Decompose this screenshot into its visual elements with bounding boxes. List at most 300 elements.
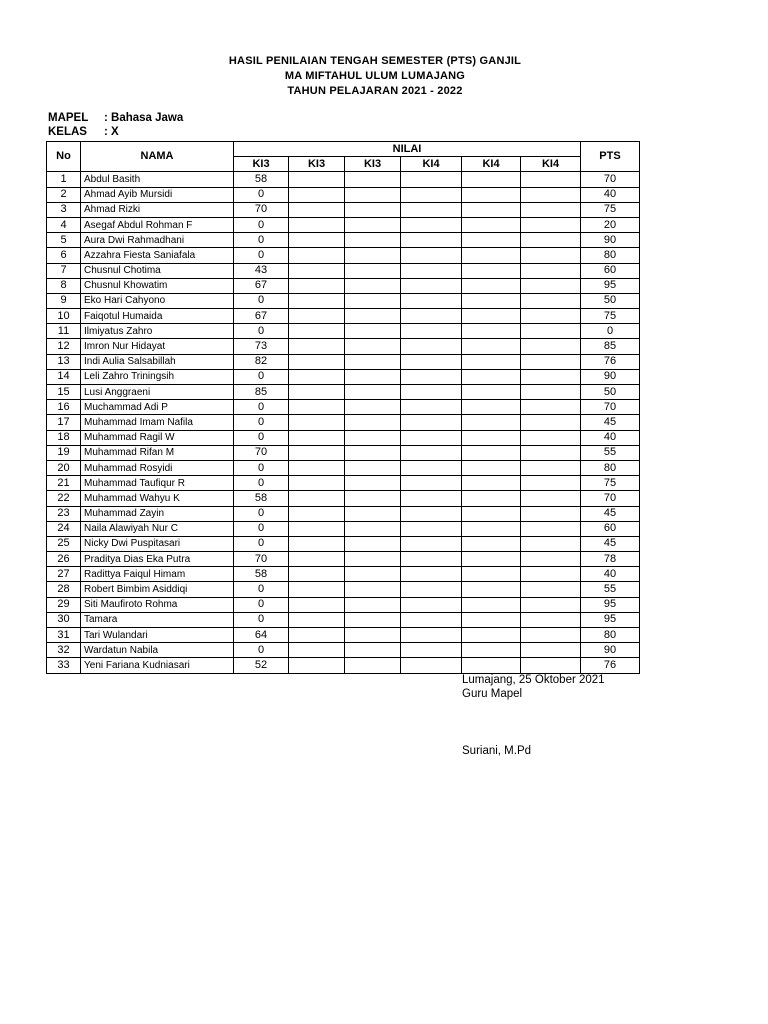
row-ki4-3	[521, 385, 581, 400]
row-ki3-3	[345, 567, 401, 582]
row-pts: 76	[581, 658, 640, 673]
row-ki3-1: 0	[234, 369, 289, 384]
row-pts: 40	[581, 567, 640, 582]
row-ki4-1	[401, 263, 462, 278]
row-ki3-3	[345, 536, 401, 551]
row-ki4-3	[521, 506, 581, 521]
row-pts: 70	[581, 400, 640, 415]
row-ki3-2	[289, 385, 345, 400]
row-ki3-3	[345, 491, 401, 506]
subheader-ki3-2: KI3	[289, 157, 345, 172]
row-ki4-3	[521, 476, 581, 491]
row-ki3-3	[345, 643, 401, 658]
row-ki3-2	[289, 293, 345, 308]
row-nama: Faiqotul Humaida	[81, 309, 234, 324]
row-ki3-1: 0	[234, 415, 289, 430]
row-ki3-2	[289, 521, 345, 536]
row-nama: Siti Maufiroto Rohma	[81, 597, 234, 612]
grades-table	[46, 141, 640, 674]
row-ki3-3	[345, 445, 401, 460]
row-ki3-1: 52	[234, 658, 289, 673]
row-ki3-2	[289, 445, 345, 460]
row-pts: 95	[581, 278, 640, 293]
title-line-3: TAHUN PELAJARAN 2021 - 2022	[287, 85, 463, 97]
row-pts: 45	[581, 506, 640, 521]
row-nama: Lusi Anggraeni	[81, 385, 234, 400]
table-row	[47, 217, 640, 232]
row-ki4-1	[401, 628, 462, 643]
row-no: 14	[47, 369, 81, 384]
table-row	[47, 400, 640, 415]
row-pts: 45	[581, 536, 640, 551]
row-ki4-1	[401, 248, 462, 263]
row-ki4-2	[462, 415, 521, 430]
row-nama: Indi Aulia Salsabillah	[81, 354, 234, 369]
row-ki4-2	[462, 172, 521, 187]
row-ki4-2	[462, 628, 521, 643]
mapel-value: : Bahasa Jawa	[104, 112, 184, 124]
row-no: 31	[47, 628, 81, 643]
row-ki4-3	[521, 233, 581, 248]
row-no: 3	[47, 202, 81, 217]
row-pts: 20	[581, 217, 640, 232]
row-ki3-1: 58	[234, 172, 289, 187]
row-ki4-1	[401, 278, 462, 293]
table-row	[47, 552, 640, 567]
row-ki4-1	[401, 430, 462, 445]
row-pts: 60	[581, 263, 640, 278]
row-ki4-3	[521, 309, 581, 324]
table-row	[47, 324, 640, 339]
row-pts: 0	[581, 324, 640, 339]
table-row	[47, 278, 640, 293]
row-ki3-3	[345, 339, 401, 354]
row-ki4-3	[521, 278, 581, 293]
row-ki3-1: 0	[234, 597, 289, 612]
row-no: 23	[47, 506, 81, 521]
row-ki4-1	[401, 217, 462, 232]
row-ki4-3	[521, 248, 581, 263]
row-nama: Radittya Faiqul Himam	[81, 567, 234, 582]
row-ki3-3	[345, 552, 401, 567]
row-ki3-3	[345, 521, 401, 536]
row-ki3-2	[289, 491, 345, 506]
row-ki4-1	[401, 187, 462, 202]
mapel-label: MAPEL	[48, 112, 89, 124]
row-ki4-2	[462, 445, 521, 460]
row-ki3-1: 0	[234, 521, 289, 536]
table-row	[47, 354, 640, 369]
subheader-ki3-3: KI3	[345, 157, 401, 172]
row-ki3-1: 85	[234, 385, 289, 400]
row-ki3-1: 0	[234, 217, 289, 232]
row-ki4-1	[401, 476, 462, 491]
row-ki4-3	[521, 597, 581, 612]
table-row	[47, 293, 640, 308]
row-ki4-2	[462, 324, 521, 339]
row-ki4-1	[401, 202, 462, 217]
row-no: 4	[47, 217, 81, 232]
row-ki3-2	[289, 415, 345, 430]
row-ki3-3	[345, 324, 401, 339]
row-nama: Aura Dwi Rahmadhani	[81, 233, 234, 248]
row-ki4-2	[462, 430, 521, 445]
row-ki3-1: 0	[234, 612, 289, 627]
row-ki4-3	[521, 400, 581, 415]
header-no: No	[47, 142, 81, 172]
row-no: 2	[47, 187, 81, 202]
row-ki3-1: 0	[234, 536, 289, 551]
table-row	[47, 460, 640, 475]
row-nama: Muhammad Wahyu K	[81, 491, 234, 506]
table-row	[47, 369, 640, 384]
row-ki3-1: 0	[234, 293, 289, 308]
row-no: 33	[47, 658, 81, 673]
row-ki4-2	[462, 658, 521, 673]
table-row	[47, 172, 640, 187]
row-ki3-2	[289, 369, 345, 384]
row-ki4-2	[462, 369, 521, 384]
row-nama: Azzahra Fiesta Saniafala	[81, 248, 234, 263]
row-nama: Ahmad Ayib Mursidi	[81, 187, 234, 202]
subheader-ki4-2: KI4	[462, 157, 521, 172]
row-nama: Muhammad Zayin	[81, 506, 234, 521]
header-pts: PTS	[581, 142, 640, 172]
title-line-2: MA MIFTAHUL ULUM LUMAJANG	[284, 70, 466, 82]
row-no: 1	[47, 172, 81, 187]
footer-role: Guru Mapel	[462, 688, 523, 700]
row-ki3-2	[289, 202, 345, 217]
row-ki3-2	[289, 263, 345, 278]
row-ki3-1: 0	[234, 400, 289, 415]
row-pts: 80	[581, 628, 640, 643]
row-ki4-2	[462, 278, 521, 293]
row-ki4-3	[521, 658, 581, 673]
row-pts: 75	[581, 202, 640, 217]
row-ki3-1: 0	[234, 643, 289, 658]
row-ki4-2	[462, 400, 521, 415]
row-pts: 70	[581, 172, 640, 187]
row-ki3-1: 0	[234, 476, 289, 491]
row-ki3-1: 58	[234, 491, 289, 506]
row-ki3-2	[289, 217, 345, 232]
row-nama: Chusnul Khowatim	[81, 278, 234, 293]
subheader-ki4-1: KI4	[401, 157, 462, 172]
row-ki4-3	[521, 324, 581, 339]
row-ki3-2	[289, 430, 345, 445]
row-nama: Muhammad Ragil W	[81, 430, 234, 445]
row-no: 12	[47, 339, 81, 354]
row-no: 26	[47, 552, 81, 567]
row-no: 11	[47, 324, 81, 339]
row-ki3-2	[289, 476, 345, 491]
kelas-label: KELAS	[48, 126, 87, 138]
row-ki3-1: 73	[234, 339, 289, 354]
row-ki4-3	[521, 172, 581, 187]
row-no: 18	[47, 430, 81, 445]
row-ki4-1	[401, 521, 462, 536]
table-row	[47, 430, 640, 445]
row-ki4-3	[521, 293, 581, 308]
row-ki3-1: 0	[234, 506, 289, 521]
row-ki4-2	[462, 263, 521, 278]
row-ki4-3	[521, 354, 581, 369]
row-no: 13	[47, 354, 81, 369]
row-nama: Wardatun Nabila	[81, 643, 234, 658]
table-row	[47, 415, 640, 430]
row-ki4-3	[521, 415, 581, 430]
row-ki3-3	[345, 278, 401, 293]
row-nama: Muchammad Adi P	[81, 400, 234, 415]
row-ki4-2	[462, 597, 521, 612]
table-row	[47, 491, 640, 506]
row-ki3-1: 64	[234, 628, 289, 643]
row-nama: Tari Wulandari	[81, 628, 234, 643]
row-nama: Yeni Fariana Kudniasari	[81, 658, 234, 673]
row-ki3-2	[289, 400, 345, 415]
row-ki4-2	[462, 491, 521, 506]
row-nama: Muhammad Rosyidi	[81, 460, 234, 475]
row-no: 7	[47, 263, 81, 278]
row-no: 30	[47, 612, 81, 627]
row-ki4-1	[401, 597, 462, 612]
row-ki4-3	[521, 643, 581, 658]
footer-signer: Suriani, M.Pd	[462, 745, 532, 757]
row-ki3-2	[289, 233, 345, 248]
row-ki4-3	[521, 552, 581, 567]
row-pts: 70	[581, 491, 640, 506]
row-ki3-2	[289, 187, 345, 202]
row-pts: 55	[581, 582, 640, 597]
row-ki3-1: 0	[234, 233, 289, 248]
row-ki4-3	[521, 202, 581, 217]
row-ki4-1	[401, 385, 462, 400]
row-pts: 50	[581, 293, 640, 308]
table-row	[47, 536, 640, 551]
row-ki4-3	[521, 521, 581, 536]
row-pts: 55	[581, 445, 640, 460]
row-no: 24	[47, 521, 81, 536]
row-ki4-3	[521, 460, 581, 475]
row-ki3-1: 70	[234, 445, 289, 460]
subheader-ki4-3: KI4	[521, 157, 581, 172]
row-nama: Imron Nur Hidayat	[81, 339, 234, 354]
row-ki3-1: 82	[234, 354, 289, 369]
row-ki3-2	[289, 506, 345, 521]
row-no: 6	[47, 248, 81, 263]
row-ki4-2	[462, 187, 521, 202]
row-ki4-2	[462, 476, 521, 491]
row-ki3-1: 58	[234, 567, 289, 582]
row-ki3-2	[289, 643, 345, 658]
table-row	[47, 567, 640, 582]
row-ki3-1: 0	[234, 187, 289, 202]
row-ki3-3	[345, 415, 401, 430]
row-ki4-3	[521, 187, 581, 202]
table-row	[47, 521, 640, 536]
row-ki4-2	[462, 612, 521, 627]
row-ki4-3	[521, 491, 581, 506]
row-ki3-3	[345, 248, 401, 263]
row-ki4-2	[462, 309, 521, 324]
row-ki4-2	[462, 506, 521, 521]
row-ki4-1	[401, 369, 462, 384]
row-ki4-1	[401, 445, 462, 460]
row-no: 10	[47, 309, 81, 324]
row-pts: 75	[581, 309, 640, 324]
row-nama: Eko Hari Cahyono	[81, 293, 234, 308]
row-ki4-1	[401, 567, 462, 582]
row-ki4-2	[462, 248, 521, 263]
report-title	[0, 54, 750, 99]
row-ki3-3	[345, 309, 401, 324]
row-no: 20	[47, 460, 81, 475]
row-ki4-3	[521, 567, 581, 582]
row-pts: 90	[581, 369, 640, 384]
row-ki3-3	[345, 460, 401, 475]
row-ki4-1	[401, 172, 462, 187]
row-ki4-3	[521, 263, 581, 278]
row-ki3-3	[345, 628, 401, 643]
row-pts: 90	[581, 643, 640, 658]
row-ki3-3	[345, 612, 401, 627]
row-ki3-1: 0	[234, 460, 289, 475]
row-no: 5	[47, 233, 81, 248]
row-ki4-3	[521, 612, 581, 627]
table-row	[47, 187, 640, 202]
row-nama: Muhammad Taufiqur R	[81, 476, 234, 491]
row-nama: Muhammad Rifan M	[81, 445, 234, 460]
row-ki4-1	[401, 354, 462, 369]
row-pts: 40	[581, 187, 640, 202]
row-ki3-2	[289, 172, 345, 187]
row-ki3-1: 0	[234, 324, 289, 339]
row-ki3-3	[345, 430, 401, 445]
row-ki3-3	[345, 187, 401, 202]
row-ki4-3	[521, 369, 581, 384]
grade-rows	[47, 172, 640, 673]
row-ki4-1	[401, 460, 462, 475]
table-row	[47, 628, 640, 643]
row-no: 27	[47, 567, 81, 582]
row-ki3-3	[345, 582, 401, 597]
table-row	[47, 476, 640, 491]
row-ki3-2	[289, 309, 345, 324]
row-ki4-2	[462, 293, 521, 308]
row-ki4-3	[521, 582, 581, 597]
row-ki4-2	[462, 552, 521, 567]
row-ki4-1	[401, 324, 462, 339]
row-ki3-2	[289, 628, 345, 643]
row-pts: 76	[581, 354, 640, 369]
mapel-row	[48, 112, 183, 124]
row-ki3-2	[289, 339, 345, 354]
row-no: 29	[47, 597, 81, 612]
row-ki3-3	[345, 597, 401, 612]
row-ki4-1	[401, 536, 462, 551]
row-no: 8	[47, 278, 81, 293]
row-ki4-1	[401, 309, 462, 324]
kelas-value: : X	[104, 126, 119, 138]
row-ki4-1	[401, 643, 462, 658]
row-ki3-2	[289, 536, 345, 551]
row-ki4-3	[521, 445, 581, 460]
row-ki3-2	[289, 278, 345, 293]
row-pts: 45	[581, 415, 640, 430]
row-ki4-2	[462, 582, 521, 597]
row-pts: 95	[581, 612, 640, 627]
row-ki4-2	[462, 385, 521, 400]
table-row	[47, 582, 640, 597]
row-no: 15	[47, 385, 81, 400]
row-ki3-2	[289, 582, 345, 597]
row-no: 22	[47, 491, 81, 506]
table-row	[47, 445, 640, 460]
row-ki3-3	[345, 385, 401, 400]
row-pts: 80	[581, 248, 640, 263]
row-pts: 40	[581, 430, 640, 445]
row-ki4-2	[462, 202, 521, 217]
row-no: 25	[47, 536, 81, 551]
row-ki4-1	[401, 582, 462, 597]
row-nama: Robert Bimbim Asiddiqi	[81, 582, 234, 597]
row-ki4-3	[521, 339, 581, 354]
row-ki3-3	[345, 400, 401, 415]
row-ki4-2	[462, 521, 521, 536]
row-ki4-2	[462, 217, 521, 232]
row-ki3-2	[289, 248, 345, 263]
row-ki3-2	[289, 460, 345, 475]
subheader-ki3-1: KI3	[234, 157, 289, 172]
row-ki3-3	[345, 658, 401, 673]
row-no: 32	[47, 643, 81, 658]
row-pts: 85	[581, 339, 640, 354]
row-ki3-1: 0	[234, 582, 289, 597]
row-no: 28	[47, 582, 81, 597]
row-ki3-2	[289, 354, 345, 369]
row-pts: 95	[581, 597, 640, 612]
row-no: 19	[47, 445, 81, 460]
row-ki4-1	[401, 400, 462, 415]
row-no: 17	[47, 415, 81, 430]
row-no: 9	[47, 293, 81, 308]
row-ki3-2	[289, 597, 345, 612]
row-ki3-3	[345, 263, 401, 278]
row-ki3-1: 70	[234, 552, 289, 567]
row-ki3-2	[289, 658, 345, 673]
row-ki3-3	[345, 233, 401, 248]
row-ki4-2	[462, 233, 521, 248]
row-ki3-1: 67	[234, 278, 289, 293]
title-line-1: HASIL PENILAIAN TENGAH SEMESTER (PTS) GANJIL	[228, 55, 522, 67]
row-nama: Ilmiyatus Zahro	[81, 324, 234, 339]
row-ki4-1	[401, 233, 462, 248]
row-nama: Naila Alawiyah Nur C	[81, 521, 234, 536]
row-nama: Leli Zahro Triningsih	[81, 369, 234, 384]
table-row	[47, 612, 640, 627]
row-ki3-3	[345, 476, 401, 491]
table-row	[47, 597, 640, 612]
row-ki3-1: 67	[234, 309, 289, 324]
row-ki3-3	[345, 217, 401, 232]
row-ki3-3	[345, 369, 401, 384]
table-row	[47, 385, 640, 400]
row-ki3-1: 43	[234, 263, 289, 278]
row-ki4-3	[521, 628, 581, 643]
table-row	[47, 248, 640, 263]
row-ki4-2	[462, 460, 521, 475]
row-nama: Tamara	[81, 612, 234, 627]
